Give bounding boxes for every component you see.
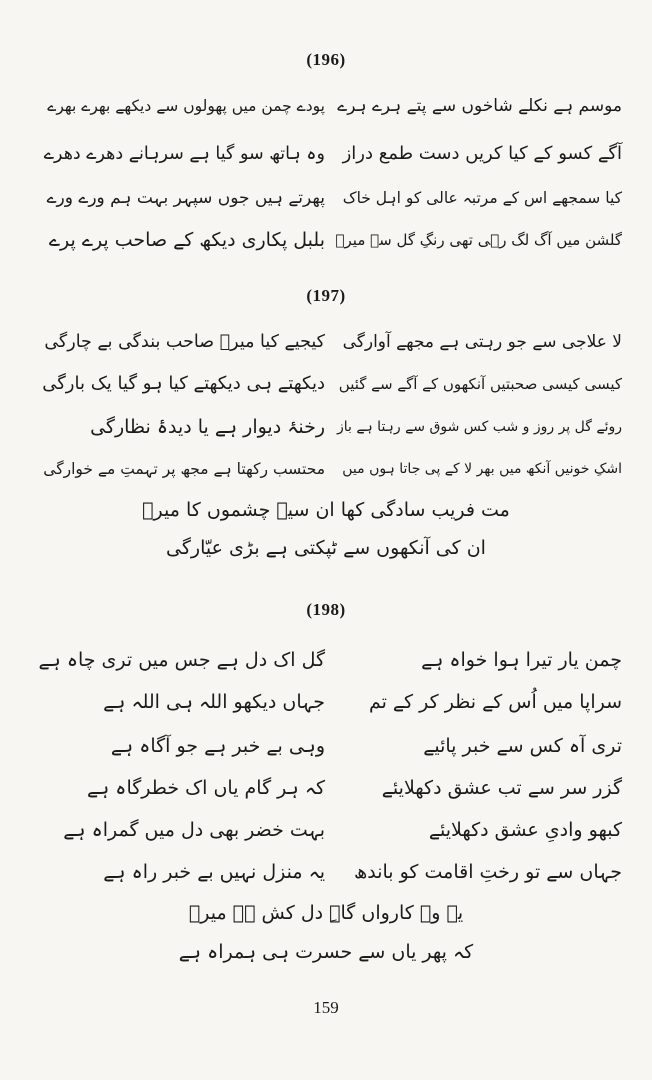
misra-second: پودے چمن میں پھولوں سے دیکھے بھرے بھرے [47, 97, 325, 115]
maqta-line-2: ان کی آنکھوں سے ٹپکتی ہے بڑی عیّارگی [166, 537, 486, 559]
couplet [40, 220, 622, 260]
maqta-line-1: یہ وہ کارواں گاہِ دل کش ہے میرؔ [188, 902, 464, 924]
misra-first: گزر سر سے تب عشق دکھلایئے [381, 777, 622, 799]
misra-second: وہ ہاتھ سو گیا ہے سرہانے دھرے دھرے [43, 144, 325, 164]
misra-first: کبھو وادیِ عشق دکھلایئے [428, 819, 622, 841]
misra-first: لا علاجی سے جو رہتی ہے مجھے آوارگی [342, 332, 622, 352]
maqta-line-1: مت فریب سادگی کھا ان سیہ چشموں کا میرؔ [142, 499, 510, 521]
misra-second: محتسب رکھتا ہے مجھ پر تہمتِ مے خوارگی [43, 460, 325, 478]
misra-second: بلبل پکاری دیکھ کے صاحب پرے پرے [48, 229, 325, 251]
couplet [40, 640, 622, 680]
misra-first: آگے کسو کے کیا کریں دست طمع دراز [342, 143, 622, 164]
couplet [40, 134, 622, 174]
couplet [40, 682, 622, 722]
misra-second: رخنۂ دیوار ہے یا دیدۂ نظارگی [90, 416, 325, 438]
couplet [40, 86, 622, 126]
misra-second: دیکھتے ہی دیکھتے کیا ہو گیا یک بارگی [42, 373, 325, 394]
couplet [40, 726, 622, 766]
couplet [40, 768, 622, 808]
couplet [40, 364, 622, 404]
misra-second: کیجیے کیا میرؔ صاحب بندگی بے چارگی [44, 332, 325, 352]
misra-first: اشکِ خونیں آنکھ میں بھر لا کے پی جاتا ہوں میں [342, 461, 622, 477]
page-number: 159 [313, 998, 339, 1017]
misra-second: وہی بے خبر ہے جو آگاہ ہے [110, 735, 325, 757]
misra-first: گلشن میں آگ لگ رہی تھی رنگِ گل سے میرؔ [335, 231, 622, 249]
ghazal-number-196: (196) [306, 50, 346, 69]
misra-second: بہت خضر بھی دل میں گمراہ ہے [63, 819, 325, 841]
misra-first: جہاں سے تو رختِ اقامت کو باندھ [353, 861, 622, 883]
misra-first: تری آہ کس سے خبر پائیے [423, 735, 622, 757]
misra-first: کیسی کیسی صحبتیں آنکھوں کے آگے سے گئیں [338, 375, 622, 393]
maqta-line-2: کہ پھر یاں سے حسرت ہی ہمراہ ہے [178, 941, 474, 963]
couplet [40, 449, 622, 489]
ghazal-number-198: (198) [306, 600, 346, 619]
misra-second: گل اک دل ہے جس میں تری چاہ ہے [38, 649, 325, 671]
ghazal-number-197: (197) [306, 286, 346, 305]
couplet [40, 852, 622, 892]
misra-first: کیا سمجھے اس کے مرتبہ عالی کو اہل خاک [342, 189, 622, 207]
misra-first: روئے گل پر روز و شب کس شوق سے رہتا ہے باز [336, 419, 622, 435]
misra-second: کہ ہر گام یاں اک خطرگاہ ہے [87, 777, 325, 799]
couplet [40, 178, 622, 218]
misra-first: موسم ہے نکلے شاخوں سے پتے ہرے ہرے [337, 96, 622, 116]
misra-second: یہ منزل نہیں بے خبر راہ ہے [103, 861, 325, 883]
couplet [40, 322, 622, 362]
couplet [40, 810, 622, 850]
misra-second: پھرتے ہیں جوں سپہر بہت ہم ورے ورے [46, 188, 325, 208]
couplet [40, 407, 622, 447]
misra-second: جہاں دیکھو اللہ ہی اللہ ہے [103, 691, 325, 713]
misra-first: سراپا میں اُس کے نظر کر کے تم [368, 691, 622, 713]
misra-first: چمن یار تیرا ہوا خواہ ہے [421, 649, 622, 671]
